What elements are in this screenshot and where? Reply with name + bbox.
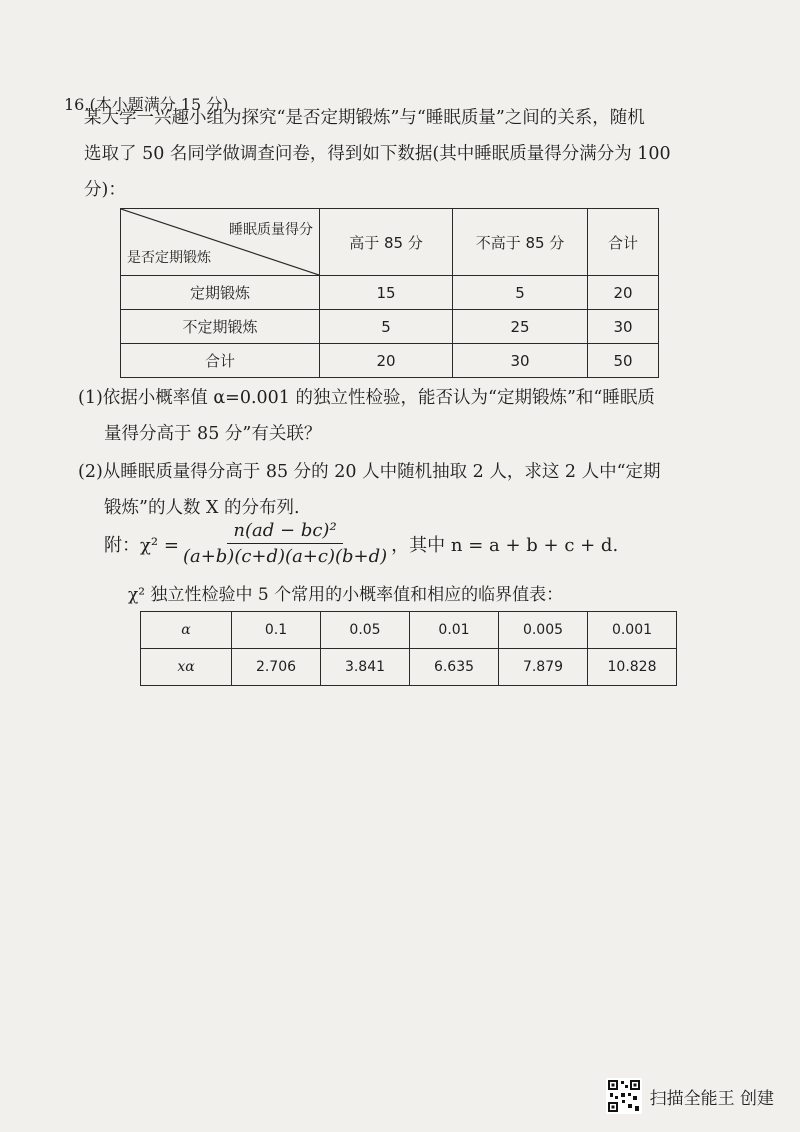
cell: 30 — [453, 344, 588, 378]
scanner-watermark — [606, 1078, 774, 1114]
intro-line-3: 分)： — [84, 180, 126, 200]
x-alpha-label: xα — [141, 649, 232, 686]
row-label: 不定期锻炼 — [121, 310, 320, 344]
formula-suffix: ，其中 n = a + b + c + d. — [391, 534, 619, 556]
diag-top-label: 睡眠质量得分 — [229, 222, 313, 238]
cell: 15 — [320, 276, 453, 310]
scanner-watermark-text: 扫描全能王 创建 — [649, 1088, 774, 1109]
cell: 3.841 — [321, 649, 410, 686]
table-row — [121, 310, 659, 344]
cell: 0.005 — [499, 612, 588, 649]
col-header-above-85: 高于 85 分 — [320, 209, 453, 276]
cell: 0.05 — [321, 612, 410, 649]
question-1-line-2: 量得分高于 85 分”有关联？ — [104, 424, 322, 444]
col-header-not-above-85: 不高于 85 分 — [453, 209, 588, 276]
cell: 20 — [588, 276, 659, 310]
table-row — [121, 276, 659, 310]
cell: 5 — [453, 276, 588, 310]
cell: 30 — [588, 310, 659, 344]
diag-bottom-label: 是否定期锻炼 — [127, 250, 211, 266]
alpha-label: α — [141, 612, 232, 649]
question-1-line-1: (1)依据小概率值 α=0.001 的独立性检验，能否认为“定期锻炼”和“睡眠质 — [78, 388, 655, 408]
table-row — [141, 649, 677, 686]
cell: 50 — [588, 344, 659, 378]
cell: 2.706 — [232, 649, 321, 686]
cell: 5 — [320, 310, 453, 344]
row-label: 合计 — [121, 344, 320, 378]
cell: 7.879 — [499, 649, 588, 686]
cell: 0.1 — [232, 612, 321, 649]
critical-table-caption: χ² 独立性检验中 5 个常用的小概率值和相应的临界值表： — [128, 585, 564, 605]
formula-prefix: 附：χ² = — [104, 534, 179, 556]
qr-code-icon — [606, 1078, 642, 1114]
cell: 6.635 — [410, 649, 499, 686]
problem-header: 16.(本小题满分 15 分) — [64, 95, 229, 114]
contingency-table — [120, 208, 659, 378]
critical-value-table — [140, 611, 677, 686]
question-2-line-1: (2)从睡眠质量得分高于 85 分的 20 人中随机抽取 2 人，求这 2 人中“定期 — [78, 462, 661, 482]
cell: 0.01 — [410, 612, 499, 649]
question-2-line-2: 锻炼”的人数 X 的分布列. — [104, 498, 300, 518]
diagonal-header-cell — [121, 209, 320, 276]
formula-denominator: (a+b)(c+d)(a+c)(b+d) — [182, 546, 388, 567]
row-label: 定期锻炼 — [121, 276, 320, 310]
formula-note — [104, 520, 618, 567]
table-row — [121, 344, 659, 378]
formula-fraction — [183, 520, 387, 567]
cell: 25 — [453, 310, 588, 344]
intro-line-1: 某大学一兴趣小组为探究“是否定期锻炼”与“睡眠质量”之间的关系，随机 — [84, 108, 645, 128]
cell: 20 — [320, 344, 453, 378]
intro-line-2: 选取了 50 名同学做调查问卷，得到如下数据(其中睡眠质量得分满分为 100 — [84, 144, 671, 164]
cell: 10.828 — [588, 649, 677, 686]
cell: 0.001 — [588, 612, 677, 649]
table-row — [141, 612, 677, 649]
col-header-total: 合计 — [588, 209, 659, 276]
formula-numerator: n(ad − bc)² — [227, 520, 342, 544]
